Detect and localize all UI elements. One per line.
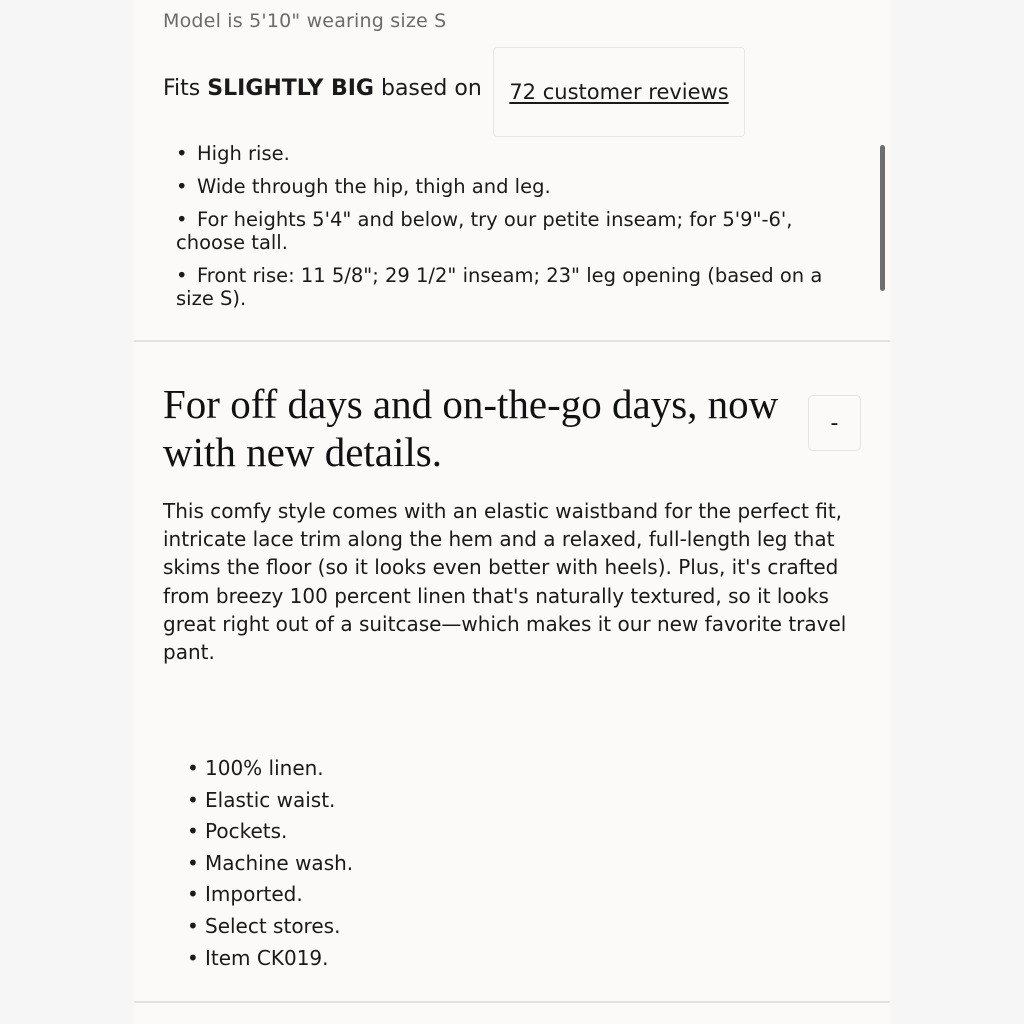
list-item: • Machine wash. xyxy=(187,850,354,875)
collapse-toggle-button[interactable] xyxy=(808,395,861,451)
list-item: • Pockets. xyxy=(187,819,288,844)
list-item: • For heights 5'4" and below, try our petite inseam; for 5'9"-6', choose tall. xyxy=(176,208,793,254)
minus-icon: - xyxy=(830,410,839,436)
scrollbar-thumb[interactable] xyxy=(880,145,885,291)
customer-reviews-link[interactable]: 72 customer reviews xyxy=(509,80,729,104)
list-item: • Item CK019. xyxy=(187,945,329,970)
fit-emphasis: SLIGHTLY BIG xyxy=(207,76,374,101)
section-divider-bottom xyxy=(134,1001,890,1003)
reviews-link-box[interactable] xyxy=(493,47,745,137)
list-item: • Front rise: 11 5/8"; 29 1/2" inseam; 23" leg opening (based on a size S). xyxy=(176,264,823,310)
details-bullet-list xyxy=(187,753,353,974)
section-divider xyxy=(134,340,890,342)
fit-prefix: Fits xyxy=(163,76,201,101)
list-item: • Select stores. xyxy=(187,913,341,938)
fit-summary xyxy=(163,76,482,101)
model-size-info: Model is 5'10" wearing size S xyxy=(163,10,447,32)
list-item: • High rise. xyxy=(176,142,290,165)
fit-bullet-list xyxy=(162,142,852,320)
fit-suffix: based on xyxy=(380,76,482,101)
product-description: This comfy style comes with an elastic waistband for the perfect fit, intricate lace trim along the hem and a relaxed, full-length leg that skims the floor (so it looks even better with heels). Plus, it's crafted from breezy 100 percent linen that's naturally textured, so it looks great right out of a suitcase—which makes it our new favorite travel pant. xyxy=(163,499,847,665)
section-headline: For off days and on-the-go days, now with new details. xyxy=(163,381,779,475)
list-item: • Elastic waist. xyxy=(187,787,336,812)
list-item: • 100% linen. xyxy=(187,756,324,780)
list-item: • Wide through the hip, thigh and leg. xyxy=(176,175,551,198)
list-item: • Imported. xyxy=(187,882,303,907)
